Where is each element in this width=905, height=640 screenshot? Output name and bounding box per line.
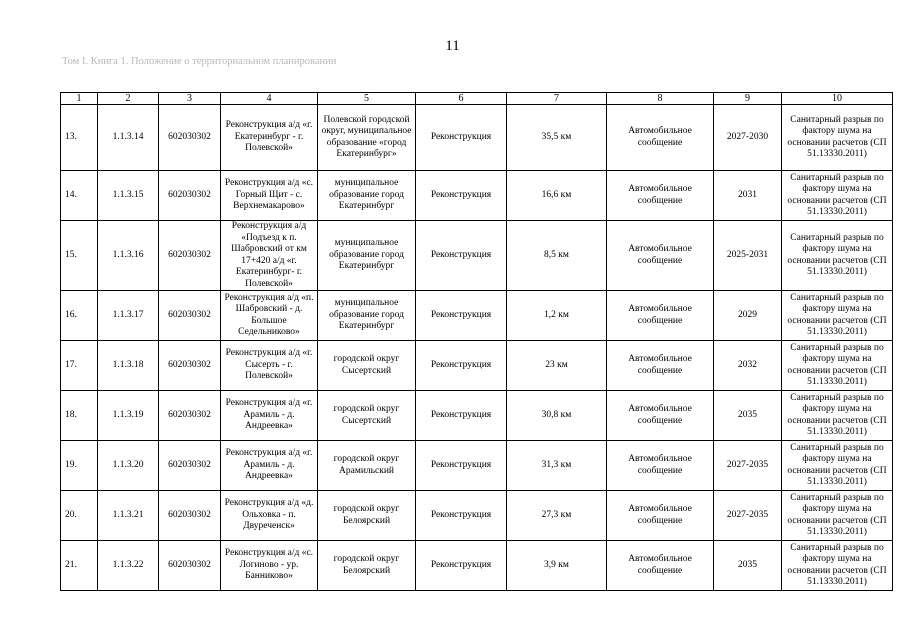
row-period: 2027-2035 (714, 441, 782, 491)
row-type: Реконструкция (416, 441, 507, 491)
row-code: 1.1.3.15 (98, 171, 159, 221)
row-code: 1.1.3.20 (98, 441, 159, 491)
column-header: 3 (159, 93, 221, 105)
row-location: муниципальное образование город Екатеринбург (318, 291, 416, 341)
row-number: 13. (61, 105, 98, 171)
row-purpose: Автомобильное сообщение (607, 391, 714, 441)
row-length: 31,3 км (507, 441, 607, 491)
row-type: Реконструкция (416, 291, 507, 341)
row-length: 30,8 км (507, 391, 607, 441)
row-period: 2032 (714, 341, 782, 391)
row-type: Реконструкция (416, 391, 507, 441)
row-id: 602030302 (159, 391, 221, 441)
row-number: 19. (61, 441, 98, 491)
row-code: 1.1.3.21 (98, 491, 159, 541)
row-zone: Санитарный разрыв по фактору шума на основании расчетов (СП 51.13330.2011) (782, 105, 893, 171)
row-code: 1.1.3.19 (98, 391, 159, 441)
row-number: 16. (61, 291, 98, 341)
row-object: Реконструкция а/д «Подъезд к п. Шабровский от км 17+420 а/д «г. Екатеринбург- г. Полевской» (221, 221, 318, 291)
row-zone: Санитарный разрыв по фактору шума на основании расчетов (СП 51.13330.2011) (782, 291, 893, 341)
column-header: 5 (318, 93, 416, 105)
row-length: 3,9 км (507, 541, 607, 591)
table-row (61, 491, 893, 541)
row-zone: Санитарный разрыв по фактору шума на основании расчетов (СП 51.13330.2011) (782, 391, 893, 441)
row-purpose: Автомобильное сообщение (607, 221, 714, 291)
row-object: Реконструкция а/д «п. Шабровский - д. Большое Седельниково» (221, 291, 318, 341)
row-period: 2035 (714, 541, 782, 591)
column-header: 6 (416, 93, 507, 105)
table-header-row (61, 93, 893, 105)
row-zone: Санитарный разрыв по фактору шума на основании расчетов (СП 51.13330.2011) (782, 171, 893, 221)
row-id: 602030302 (159, 341, 221, 391)
row-type: Реконструкция (416, 341, 507, 391)
row-location: городской округ Белоярский (318, 541, 416, 591)
table-row (61, 221, 893, 291)
row-period: 2031 (714, 171, 782, 221)
row-zone: Санитарный разрыв по фактору шума на основании расчетов (СП 51.13330.2011) (782, 341, 893, 391)
row-type: Реконструкция (416, 491, 507, 541)
row-object: Реконструкция а/д «г. Екатеринбург - г. Полевской» (221, 105, 318, 171)
column-header: 1 (61, 93, 98, 105)
row-type: Реконструкция (416, 541, 507, 591)
row-code: 1.1.3.22 (98, 541, 159, 591)
row-purpose: Автомобильное сообщение (607, 105, 714, 171)
row-object: Реконструкция а/д «с. Логиново - ур. Банниково» (221, 541, 318, 591)
row-id: 602030302 (159, 291, 221, 341)
row-length: 1,2 км (507, 291, 607, 341)
row-period: 2029 (714, 291, 782, 341)
row-purpose: Автомобильное сообщение (607, 291, 714, 341)
table-row (61, 441, 893, 491)
row-period: 2025-2031 (714, 221, 782, 291)
row-id: 602030302 (159, 441, 221, 491)
row-id: 602030302 (159, 105, 221, 171)
column-header: 9 (714, 93, 782, 105)
row-location: Полевской городской округ, муниципальное образование «город Екатеринбург» (318, 105, 416, 171)
row-code: 1.1.3.17 (98, 291, 159, 341)
row-length: 8,5 км (507, 221, 607, 291)
row-length: 16,6 км (507, 171, 607, 221)
table-row (61, 105, 893, 171)
row-code: 1.1.3.14 (98, 105, 159, 171)
running-header: Том I. Книга 1. Положение о территориальном планировании (62, 56, 337, 67)
table-row (61, 291, 893, 341)
row-id: 602030302 (159, 541, 221, 591)
row-number: 14. (61, 171, 98, 221)
row-period: 2027-2035 (714, 491, 782, 541)
column-header: 2 (98, 93, 159, 105)
column-header: 7 (507, 93, 607, 105)
row-number: 17. (61, 341, 98, 391)
row-number: 15. (61, 221, 98, 291)
row-id: 602030302 (159, 491, 221, 541)
row-type: Реконструкция (416, 171, 507, 221)
row-code: 1.1.3.18 (98, 341, 159, 391)
row-purpose: Автомобильное сообщение (607, 541, 714, 591)
table-row (61, 341, 893, 391)
row-period: 2027-2030 (714, 105, 782, 171)
row-number: 18. (61, 391, 98, 441)
row-purpose: Автомобильное сообщение (607, 441, 714, 491)
row-purpose: Автомобильное сообщение (607, 171, 714, 221)
row-location: городской округ Белоярский (318, 491, 416, 541)
row-purpose: Автомобильное сообщение (607, 491, 714, 541)
page-number: 11 (445, 38, 460, 54)
row-id: 602030302 (159, 221, 221, 291)
row-purpose: Автомобильное сообщение (607, 341, 714, 391)
row-code: 1.1.3.16 (98, 221, 159, 291)
row-length: 23 км (507, 341, 607, 391)
table-row (61, 541, 893, 591)
row-object: Реконструкция а/д «д. Ольховка - п. Двуреченск» (221, 491, 318, 541)
row-number: 20. (61, 491, 98, 541)
row-id: 602030302 (159, 171, 221, 221)
row-zone: Санитарный разрыв по фактору шума на основании расчетов (СП 51.13330.2011) (782, 491, 893, 541)
row-object: Реконструкция а/д «г. Арамиль - д. Андреевка» (221, 391, 318, 441)
row-location: городской округ Арамильский (318, 441, 416, 491)
row-type: Реконструкция (416, 105, 507, 171)
column-header: 4 (221, 93, 318, 105)
row-object: Реконструкция а/д «г. Сысерть - г. Полевской» (221, 341, 318, 391)
row-location: муниципальное образование город Екатеринбург (318, 171, 416, 221)
row-number: 21. (61, 541, 98, 591)
row-length: 27,3 км (507, 491, 607, 541)
table-row (61, 171, 893, 221)
row-period: 2035 (714, 391, 782, 441)
row-object: Реконструкция а/д «с. Горный Щит - с. Верхнемакарово» (221, 171, 318, 221)
objects-table (60, 92, 893, 591)
row-location: муниципальное образование город Екатеринбург (318, 221, 416, 291)
row-type: Реконструкция (416, 221, 507, 291)
row-location: городской округ Сысертский (318, 341, 416, 391)
column-header: 10 (782, 93, 893, 105)
row-object: Реконструкция а/д «г. Арамиль - д. Андреевка» (221, 441, 318, 491)
row-zone: Санитарный разрыв по фактору шума на основании расчетов (СП 51.13330.2011) (782, 221, 893, 291)
row-zone: Санитарный разрыв по фактору шума на основании расчетов (СП 51.13330.2011) (782, 441, 893, 491)
row-location: городской округ Сысертский (318, 391, 416, 441)
row-length: 35,5 км (507, 105, 607, 171)
row-zone: Санитарный разрыв по фактору шума на основании расчетов (СП 51.13330.2011) (782, 541, 893, 591)
column-header: 8 (607, 93, 714, 105)
table-row (61, 391, 893, 441)
